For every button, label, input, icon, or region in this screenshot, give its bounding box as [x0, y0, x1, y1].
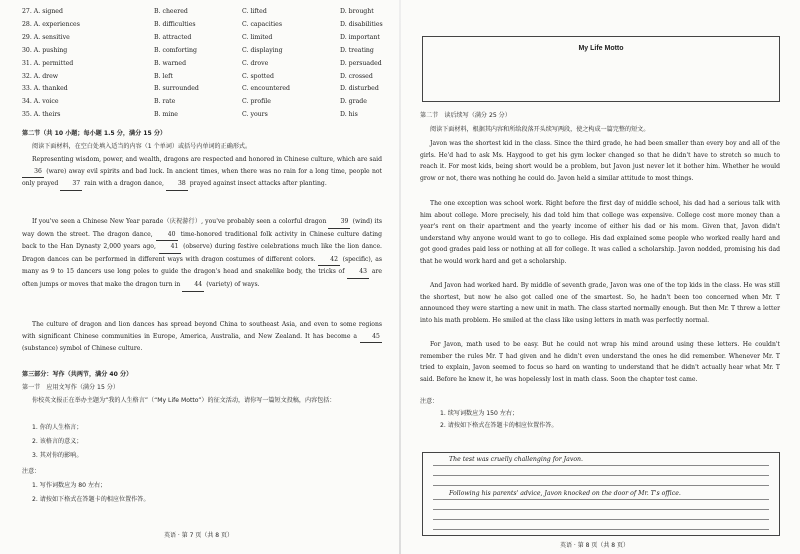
blank-43[interactable]: 43 [347, 266, 369, 279]
option-choice: 34. A. voice [22, 98, 59, 106]
passage-paragraph-3 [22, 319, 382, 355]
passage-paragraph-1 [22, 154, 382, 191]
text: (ware) away evil spirits and bad luck. In ancient times, when there was no rain for a long time, people not only prayed [22, 167, 382, 188]
option-choice: D. treating [340, 46, 374, 54]
story-paragraph-3: And Javon had worked hard. By middle of seventh grade, Javon was one of the top kids in the class. He was still the shortest, but now he also got called one of the smartest. So, he hadn't been too concerned when Mr. T announced they were starting a new unit in math. The class started normally enough. But then Mr. T threw a letter into his math problem. He smiled at the class like using letters in math was perfectly normal. [420, 282, 780, 324]
option-choice: 33. A. thanked [22, 85, 68, 93]
answer-line [433, 465, 769, 466]
option-choice: B. mine [154, 111, 178, 119]
note-1: 1. 续写词数应为 150 左右； [440, 410, 519, 417]
option-choice: 30. A. pushing [22, 46, 68, 54]
answer-line [433, 485, 769, 486]
option-choice: 28. A. experiences [22, 20, 80, 28]
blank-37[interactable]: 37 [60, 178, 82, 191]
requirement-2: 2. 该格言的意义； [32, 438, 83, 445]
option-row [14, 71, 390, 83]
blank-42[interactable]: 42 [318, 254, 340, 267]
blank-44[interactable]: 44 [182, 279, 204, 292]
option-choice: D. disturbed [340, 85, 379, 93]
section2-instruction: 阅读下面材料，在空白处填入适当的内容（1 个单词）或括号内单词的正确形式。 [32, 143, 252, 150]
text: are often jumps or moves that make the dragon turn in [22, 268, 382, 288]
text: (variety) of ways. [204, 280, 260, 288]
left-page [14, 0, 390, 554]
answer-line [433, 475, 769, 476]
motto-title: My Life Motto [578, 45, 624, 52]
text: If you've seen a Chinese New Year parade（庆祝游行）, you've probably seen a colorful dragon [32, 218, 329, 225]
right-page [410, 0, 790, 554]
option-row [14, 96, 390, 108]
option-choice: C. profile [242, 98, 271, 106]
note-label: 注意： [420, 398, 439, 405]
text: (observe) during festive celebrations much like the lion dance. Dragon dances can be performed in different ways with dragon costumes of different colors. [22, 243, 382, 263]
option-choice: D. disabilities [340, 20, 383, 28]
option-choice: C. capacities [242, 20, 282, 28]
note-label: 注意： [22, 468, 41, 475]
option-choice: 32. A. drew [22, 72, 59, 80]
option-choice: D. persuaded [340, 59, 382, 67]
option-row [14, 32, 390, 44]
page-footer-7: 英语 · 第 7 页（共 8 页） [164, 532, 233, 539]
option-choice: C. lifted [242, 8, 267, 15]
option-choice: D. brought [340, 8, 374, 15]
option-choice: B. rate [154, 98, 176, 106]
text: Representing wisdom, power, and wealth, dragons are respected and honored in Chinese culture, which are said [32, 156, 382, 163]
continuation-opening-1: The test was cruelly challenging for Javon. [449, 456, 584, 463]
option-choice: B. cheered [154, 8, 188, 15]
option-choice: 31. A. permitted [22, 59, 74, 67]
passage-paragraph-2 [22, 216, 382, 292]
answer-line [433, 499, 769, 500]
option-choice: B. surrounded [154, 85, 199, 93]
text: (substance) symbol of Chinese culture. [22, 345, 143, 353]
blank-40[interactable]: 40 [156, 229, 178, 242]
section2-title: 第二节 读后续写（满分 25 分） [420, 112, 511, 119]
option-choice: C. displaying [242, 46, 283, 54]
section2-instruction: 阅读下面材料，根据其内容和所给段落开头续写两段，使之构成一篇完整的短文。 [430, 126, 650, 133]
blank-36[interactable]: 36 [22, 166, 44, 179]
part3-title: 第三部分：写作（共两节，满分 40 分） [22, 371, 133, 378]
text: (wind) its way down the street. The dragon dance, [22, 218, 382, 238]
option-choice: B. difficulties [154, 20, 196, 28]
text: rain with a dragon dance, [82, 180, 166, 188]
option-row [14, 109, 390, 121]
continuation-opening-2: Following his parents' advice, Javon knocked on the door of Mr. T's office. [449, 490, 681, 497]
text: (specific), as many as 9 to 15 dancers use long poles to guide the dragon's head and snakelike body, the tricks of [22, 255, 382, 276]
section1-title: 第一节 应用文写作（满分 15 分） [22, 384, 119, 391]
option-choice: D. grade [340, 98, 367, 106]
section1-instruction: 你校英文报正在举办主题为“我的人生格言”（“My Life Motto”）的征文活动，请你写一篇短文投稿，内容包括： [32, 397, 336, 404]
section2-title: 第二节（共 10 小题；每小题 1.5 分，满分 15 分） [22, 130, 167, 137]
story-paragraph-1: Javon was the shortest kid in the class. Since the third grade, he had been smaller than every boy and all of the girls. He'd had to ask Ms. Haygood to get his gym locker changed so that he didn't have to stretch so much to reach it. For most kids, being short would be a problem, but Javon just never let it bother him. Whether he would grow or not, there was nothing he could do. Javon held a similar attitude to most things. [420, 140, 780, 182]
motto-answer-box[interactable] [422, 36, 780, 102]
option-row [14, 19, 390, 31]
blank-38[interactable]: 38 [166, 178, 188, 191]
note-2: 2. 请按如下格式在答题卡的相应位置作答。 [32, 496, 150, 503]
text: The culture of dragon and lion dances has spread beyond China to southeast Asia, and even to some regions with significant Chinese communities in Europe, America, Australia, and New Zealand. It has become a [22, 321, 382, 340]
option-choice: C. yours [242, 111, 268, 119]
option-choice: B. warned [154, 59, 187, 67]
option-choice: 27. A. signed [22, 8, 63, 15]
option-choice: B. comforting [154, 46, 197, 54]
answer-line [433, 529, 769, 530]
option-choice: C. encountered [242, 85, 290, 93]
text: time-honored traditional folk activity in Chinese culture dating back to the Han Dynasty 2,000 years ago, [22, 230, 382, 251]
option-choice: D. his [340, 111, 358, 119]
requirement-3: 3. 其对你的影响。 [32, 452, 83, 459]
option-row [14, 58, 390, 70]
page-fold [399, 0, 401, 554]
text: prayed against insect attacks after planting. [187, 180, 327, 188]
option-choice: D. important [340, 33, 380, 41]
answer-line [433, 519, 769, 520]
option-choice: C. limited [242, 33, 273, 41]
option-row [14, 83, 390, 95]
option-row [14, 6, 390, 18]
continuation-answer-box[interactable] [422, 452, 780, 536]
option-choice: C. drove [242, 59, 269, 67]
blank-39[interactable]: 39 [328, 216, 350, 229]
option-choice: D. crossed [340, 72, 373, 80]
story-paragraph-2: The one exception was school work. Right before the first day of middle school, his dad had a serious talk with him about college. More precisely, his dad told him that college was expensive. College cost more money than a year's rent on their apartment and the yearly income of either his dad or his mom. Given that, Javon didn't understand why anyone would want to go to college. His dad explained some people who worked really hard and got good grades paid less or nothing at all for college. It was called a scholarship. Javon nodded, promising his dad that he would work hard and get a scholarship. [420, 200, 780, 265]
blank-45[interactable]: 45 [360, 331, 382, 344]
option-choice: B. left [154, 72, 173, 80]
requirement-1: 1. 你的人生格言； [32, 424, 83, 431]
note-2: 2. 请按如下格式在答题卡的相应位置作答。 [440, 422, 558, 429]
page-footer-8: 英语 · 第 8 页（共 8 页） [560, 542, 629, 549]
blank-41[interactable]: 41 [159, 241, 181, 254]
story-paragraph-4: For Javon, math used to be easy. But he could not wrap his mind around using these letters. He couldn't remember the rules Mr. T had given and he didn't even understand the ones he did remember. Whenever Mr. T tried to explain, Javon seemed to focus so hard on wanting to understand that he didn't actually hear what Mr. T said. Before he knew it, he was hopelessly lost in math class. Soon the chapter test came. [420, 341, 780, 383]
note-1: 1. 写作词数应为 80 左右； [32, 482, 107, 489]
option-choice: C. spotted [242, 72, 274, 80]
option-choice: B. attracted [154, 33, 192, 41]
option-choice: 35. A. theirs [22, 111, 61, 119]
option-choice: 29. A. sensitive [22, 33, 70, 41]
answer-line [433, 509, 769, 510]
option-row [14, 45, 390, 57]
